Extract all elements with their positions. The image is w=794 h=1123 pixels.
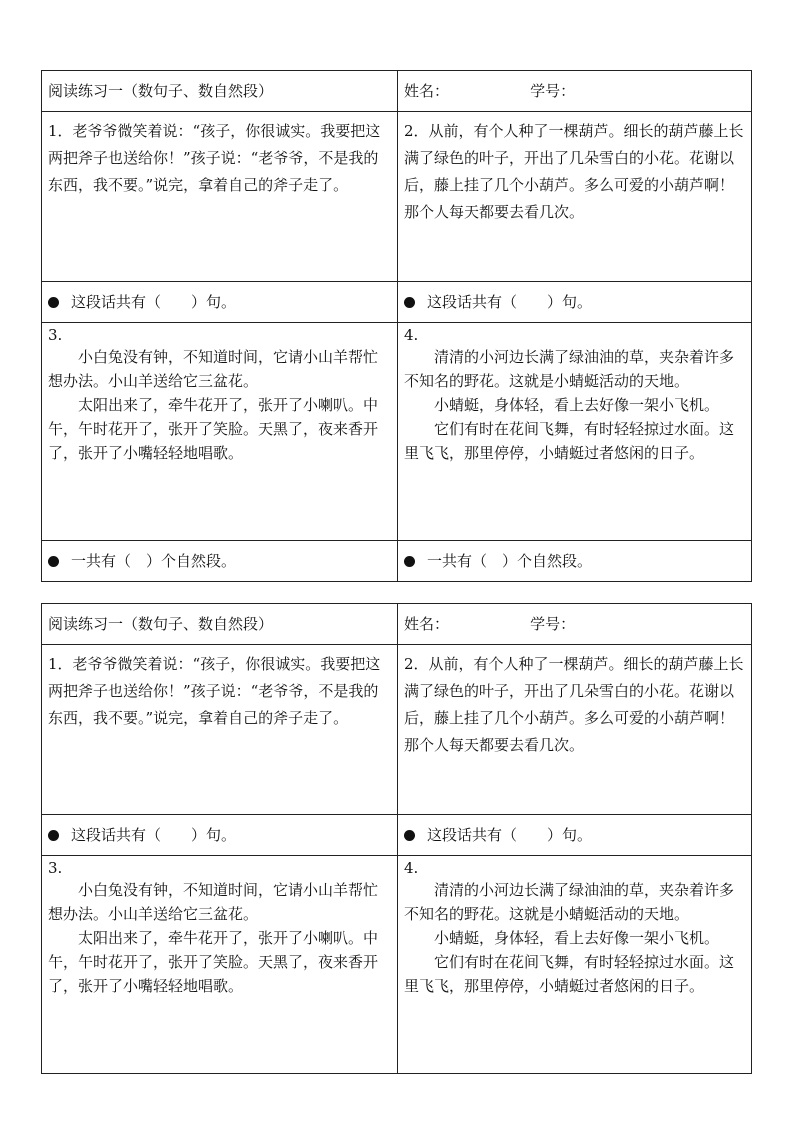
passage-4 [398,856,752,1074]
answer-sentence-count-2: 这段话共有（ ）句。 [398,282,752,323]
bullet-icon [404,297,415,308]
passage-2: 2．从前，有个人种了一棵葫芦。细长的葫芦藤上长满了绿色的叶子，开出了几朵雪白的小花。花谢以后，藤上挂了几个小葫芦。多么可爱的小葫芦啊！那个人每天都要去看几次。 [398,112,752,282]
student-id-label: 学号： [530,81,576,100]
worksheet-2 [41,603,752,1074]
student-info [398,71,752,112]
passage-1: 1．老爷爷微笑着说：“孩子，你很诚实。我要把这两把斧子也送给你！”孩子说：“老爷爷，不是我的东西，我不要。”说完，拿着自己的斧子走了。 [42,645,398,815]
name-label: 姓名： [404,614,450,633]
bullet-icon [48,830,59,841]
answer-sentence-count-1: 这段话共有（ ）句。 [42,815,398,856]
worksheet-title: 阅读练习一（数句子、数自然段） [42,604,398,645]
paragraph: 小白兔没有钟，不知道时间，它请小山羊帮忙想办法。小山羊送给它三盆花。 [48,348,379,390]
bullet-icon [48,556,59,567]
student-info [398,604,752,645]
bullet-icon [48,297,59,308]
bullet-icon [404,556,415,567]
paragraph: 太阳出来了，牵牛花开了，张开了小喇叭。中午，午时花开了，张开了笑脸。天黑了，夜来香开了，张开了小嘴轻轻地唱歌。 [48,929,379,995]
answer-paragraph-count-4: 一共有（ ）个自然段。 [398,541,752,582]
paragraph: 太阳出来了，牵牛花开了，张开了小喇叭。中午，午时花开了，张开了笑脸。天黑了，夜来香开了，张开了小嘴轻轻地唱歌。 [48,396,379,462]
student-id-label: 学号： [530,614,576,633]
passage-number: 4. [404,326,419,344]
passage-1: 1．老爷爷微笑着说：“孩子，你很诚实。我要把这两把斧子也送给你！”孩子说：“老爷爷，不是我的东西，我不要。”说完，拿着自己的斧子走了。 [42,112,398,282]
paragraph: 小蜻蜓，身体轻，看上去好像一架小飞机。 [434,929,720,947]
worksheet-1 [41,70,752,582]
paragraph: 它们有时在花间飞舞，有时轻轻掠过水面。这里飞飞，那里停停，小蜻蜓过者悠闲的日子。 [404,420,735,462]
passage-3 [42,323,398,541]
passage-number: 4. [404,859,419,877]
paragraph: 它们有时在花间飞舞，有时轻轻掠过水面。这里飞飞，那里停停，小蜻蜓过者悠闲的日子。 [404,953,735,995]
worksheet-title: 阅读练习一（数句子、数自然段） [42,71,398,112]
paragraph: 小白兔没有钟，不知道时间，它请小山羊帮忙想办法。小山羊送给它三盆花。 [48,881,379,923]
paragraph: 清清的小河边长满了绿油油的草，夹杂着许多不知名的野花。这就是小蜻蜓活动的天地。 [404,881,735,923]
passage-2: 2．从前，有个人种了一棵葫芦。细长的葫芦藤上长满了绿色的叶子，开出了几朵雪白的小花。花谢以后，藤上挂了几个小葫芦。多么可爱的小葫芦啊！那个人每天都要去看几次。 [398,645,752,815]
passage-number: 3. [48,326,63,344]
passage-3 [42,856,398,1074]
name-label: 姓名： [404,81,450,100]
answer-sentence-count-2: 这段话共有（ ）句。 [398,815,752,856]
paragraph: 清清的小河边长满了绿油油的草，夹杂着许多不知名的野花。这就是小蜻蜓活动的天地。 [404,348,735,390]
bullet-icon [404,830,415,841]
passage-4 [398,323,752,541]
answer-sentence-count-1: 这段话共有（ ）句。 [42,282,398,323]
answer-paragraph-count-3: 一共有（ ）个自然段。 [42,541,398,582]
passage-number: 3. [48,859,63,877]
paragraph: 小蜻蜓，身体轻，看上去好像一架小飞机。 [434,396,720,414]
